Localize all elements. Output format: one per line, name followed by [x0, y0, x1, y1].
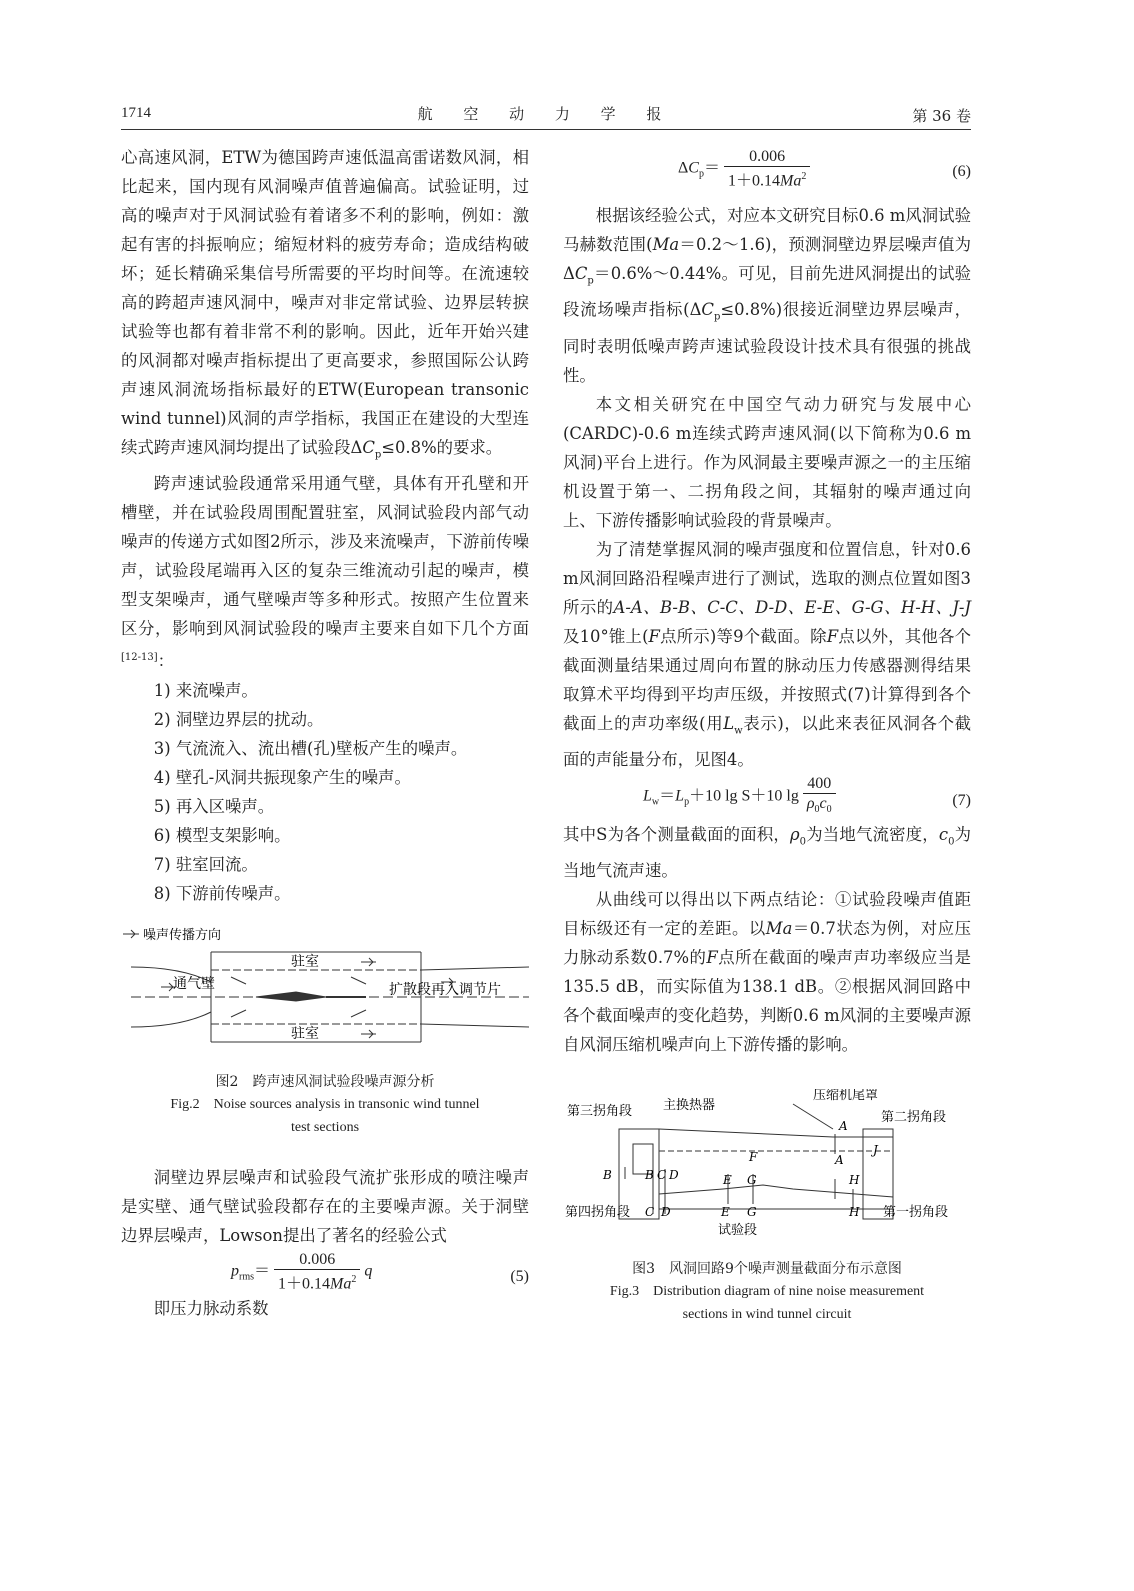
equation-number: (7)	[952, 791, 971, 809]
label-wall: 通气壁	[173, 975, 215, 992]
volume-number: 第 36 卷	[912, 107, 971, 125]
list-item: 5) 再入区噪声。	[153, 796, 275, 816]
fig2-caption-en-1: Fig.2 Noise sources analysis in transonic wind tunnel	[170, 1096, 480, 1112]
paragraph: 本文相关研究在中国空气动力研究与发展中心(CARDC)-0.6 m连续式跨声速风洞(以下简称为0.6 m风洞)平台上进行。作为风洞最主要噪声源之一的主压缩机设置于第一、二拐角段之间，其辐射的噪声通过向上、下游传播影响试验段的背景噪声。	[563, 394, 971, 530]
list-item: 6) 模型支架影响。	[153, 825, 291, 845]
pt-label: C	[645, 1205, 655, 1220]
paragraph: 为了清楚掌握风洞的噪声强度和位置信息，针对0.6 m风洞回路沿程噪声进行了测试，选取的测点位置如图3所示的A-A、B-B、C-C、D-D、E-E、G-G、H-H、J-J及10°锥上(F点所示)等9个截面。除F点以外，其他各个截面测量结果通过周向布置的脉动压力传感器测得结果取算术平均得到平均声压级，并按照式(7)计算得到各个截面上的声功率级(用$L_w$表示)，以此来表征风洞各个截面的声能量分布，见图4。	[563, 539, 971, 769]
pt-label: G	[747, 1173, 757, 1188]
paragraph: 即压力脉动系数	[153, 1298, 269, 1318]
list-item: 8) 下游前传噪声。	[153, 883, 291, 903]
label-heatex: 主换热器	[663, 1098, 716, 1114]
paragraph: 心高速风洞，ETW为德国跨声速低温高雷诺数风洞，相比起来，国内现有风洞噪声值普遍偏高。试验证明，过高的噪声对于风洞试验有着诸多不利的影响，例如：激起有害的抖振响应；缩短材料的疲劳寿命；造成结构破坏；延长精确采集信号所需要的平均时间等。在流速较高的跨超声速风洞中，噪声对非定常试验、边界层转捩试验等也都有着非常不利的影响。因此，近年开始兴建的风洞都对噪声指标提出了更高要求，参照国际公认跨声速风洞流场指标最好的ETW(European transonic wind tunnel)风洞的声学指标，我国正在建设的大型连续式跨声速风洞均提出了试验段$\Delta C_p\le 0.8\%$的要求。	[121, 148, 529, 461]
fig3-caption-cn: 图3 风洞回路9个噪声测量截面分布示意图	[632, 1261, 902, 1278]
list-item: 7) 驻室回流。	[153, 854, 258, 874]
fig2-caption-cn: 图2 跨声速风洞试验段噪声源分析	[215, 1073, 435, 1090]
equation-5: $p_{rms}=$ $\frac{0.006}{1+0.14Ma^2}$ q (5)	[231, 1250, 529, 1293]
pt-label: D	[669, 1168, 679, 1183]
label-plenum-top: 驻室	[291, 953, 319, 970]
pt-label: H	[849, 1173, 860, 1188]
fig3-caption-en-2: sections in wind tunnel circuit	[682, 1307, 852, 1323]
paragraph: 跨声速试验段通常采用通气壁，具体有开孔壁和开槽壁，并在试验段周围配置驻室，风洞试验段内部气动噪声的传递方式如图2所示，涉及来流噪声，下游前传噪声，试验段尾端再入区的复杂三维流动引起的噪声，模型支架噪声，通气壁噪声等多种形式。按照产生位置来区分，影响到风洞试验段的噪声主要来自如下几个方面[12-13]：	[121, 474, 529, 671]
citation: [12-13]	[121, 652, 158, 664]
label-fairing: 压缩机尾罩	[813, 1089, 879, 1104]
equation-6: $\Delta C_p=$ $\frac{0.006}{1+0.14Ma^2}$ (6)	[678, 148, 971, 190]
list-item: 3) 气流流入、流出槽(孔)壁板产生的噪声。	[153, 738, 468, 758]
label-corner3: 第三拐角段	[567, 1104, 633, 1120]
equation-number: (5)	[510, 1267, 529, 1285]
pt-label: B	[603, 1168, 612, 1183]
pt-label: A	[835, 1153, 844, 1168]
pt-label: B	[645, 1168, 654, 1183]
label-corner1: 第一拐角段	[883, 1205, 949, 1221]
label-testsec: 试验段	[718, 1223, 758, 1239]
journal-name: 航 空 动 力 学 报	[417, 105, 675, 123]
paragraph: 洞壁边界层噪声和试验段气流扩张形成的喷注噪声是实壁、通气壁试验段都存在的主要噪声源。关于洞壁边界层噪声，Lowson提出了著名的经验公式	[121, 1167, 529, 1245]
pt-label: A	[839, 1119, 848, 1134]
pt-label: E	[721, 1205, 730, 1220]
pt-label: F	[749, 1150, 758, 1165]
label-plenum-bottom: 驻室	[291, 1025, 319, 1042]
fig3-diagram	[563, 1089, 971, 1249]
pt-label: E	[723, 1173, 732, 1188]
legend-label: 噪声传播方向	[143, 927, 222, 943]
right-column	[563, 143, 971, 1326]
pt-label: C	[657, 1168, 667, 1183]
running-header	[121, 103, 971, 130]
label-corner2: 第二拐角段	[881, 1110, 947, 1126]
list-item: 4) 壁孔-风洞共振现象产生的噪声。	[153, 767, 411, 787]
equation-7: $L_w=L_p+10$ lg S＋10 lg $\frac{400}{\rho_0c_0}$ (7)	[643, 774, 971, 816]
fig2-caption-en-2: test sections	[290, 1119, 360, 1135]
fig2-diagram	[121, 922, 529, 1062]
left-column	[121, 143, 529, 1323]
pt-label: G	[747, 1205, 757, 1220]
pt-label: D	[661, 1205, 671, 1220]
figure-3	[563, 1089, 971, 1326]
label-corner4: 第四拐角段	[565, 1205, 631, 1221]
pt-label: J	[873, 1143, 878, 1158]
paragraph: 根据该经验公式，对应本文研究目标0.6 m风洞试验马赫数范围(Ma＝0.2～1.6)，预测洞壁边界层噪声值为$\Delta C_p=0.6\%\sim 0.44\%$。可见，目前先进风洞提出的试验段流场噪声指标$(\Delta C_p\le 0.8\%)$很接近洞壁边界层噪声，同时表明低噪声跨声速试验段设计技术具有很强的挑战性。	[563, 206, 971, 385]
label-reentry: 扩散段再入调节片	[389, 981, 501, 998]
list-item: 2) 洞壁边界层的扰动。	[153, 709, 324, 729]
list-item: 1) 来流噪声。	[153, 680, 258, 700]
paragraph: 其中S为各个测量截面的面积，$\rho_0$为当地气流密度，$c_0$为当地气流声速。	[563, 824, 972, 881]
fig3-caption-en-1: Fig.3 Distribution diagram of nine noise measurement	[609, 1284, 925, 1300]
paragraph: 从曲线可以得出以下两点结论：①试验段噪声值距目标级还有一定的差距。以Ma＝0.7状态为例，对应压力脉动系数0.7%的F点所在截面的噪声声功率级应当是135.5 dB，而实际值为138.1 dB。②根据风洞回路中各个截面噪声的变化趋势，判断0.6 m风洞的主要噪声源自风洞压缩机噪声向上下游传播的影响。	[563, 890, 972, 1055]
pt-label: H	[849, 1205, 860, 1220]
page-number: 1714	[121, 105, 151, 121]
figure-2	[121, 922, 529, 1139]
equation-number: (6)	[952, 163, 971, 180]
